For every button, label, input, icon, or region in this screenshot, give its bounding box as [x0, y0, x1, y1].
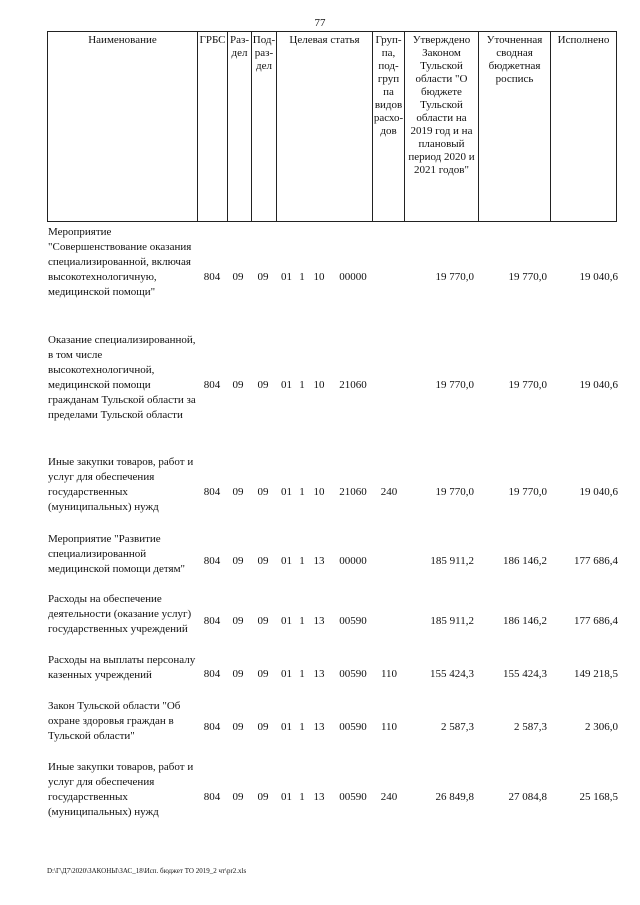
row-vr: 110	[380, 668, 398, 680]
row-razdel: 09	[232, 271, 244, 283]
row-razdel: 09	[232, 379, 244, 391]
row-name: Иные закупки товаров, работ и услуг для обеспечения государственных (муниципальных) нужд	[48, 761, 194, 818]
row-target-event: 10	[313, 271, 325, 283]
row-name: Иные закупки товаров, работ и услуг для обеспечения государственных (муниципальных) нужд	[48, 456, 194, 513]
header-name: Наименование	[47, 31, 197, 222]
row-target-type: 1	[299, 721, 305, 733]
row-name: Мероприятие "Развитие специализированной медицинской помощи детям"	[48, 533, 186, 575]
row-refined: 19 770,0	[508, 486, 547, 498]
row-name: Расходы на обеспечение деятельности (оказание услуг) государственных учреждений	[48, 593, 192, 635]
row-razdel: 09	[232, 721, 244, 733]
row-target-event: 13	[313, 615, 325, 627]
row-target-code: 00590	[339, 721, 367, 733]
row-target-program: 01	[281, 668, 292, 680]
row-grbs: 804	[203, 486, 221, 498]
row-target-type: 1	[299, 555, 305, 567]
row-podrazdel: 09	[257, 615, 269, 627]
row-podrazdel: 09	[257, 271, 269, 283]
row-grbs: 804	[203, 791, 221, 803]
row-executed: 25 168,5	[579, 791, 618, 803]
row-target-type: 1	[299, 486, 305, 498]
row-target-program: 01	[281, 791, 292, 803]
row-refined: 155 424,3	[503, 668, 547, 680]
row-approved: 26 849,8	[435, 791, 474, 803]
row-podrazdel: 09	[257, 721, 269, 733]
row-executed: 19 040,6	[579, 379, 618, 391]
row-executed: 177 686,4	[574, 615, 618, 627]
header-approved: Утверждено Законом Тульской области "О бюджете Тульской области на 2019 год и на плановый период 2020 и 2021 годов"	[404, 31, 478, 222]
row-target-program: 01	[281, 615, 292, 627]
row-target-type: 1	[299, 271, 305, 283]
row-target-code: 21060	[339, 486, 367, 498]
row-grbs: 804	[203, 615, 221, 627]
row-refined: 19 770,0	[508, 271, 547, 283]
row-podrazdel: 09	[257, 379, 269, 391]
row-name: Расходы на выплаты персоналу казенных учреждений	[48, 654, 196, 681]
footer-file-path: D:\Г\Д7\2020\ЗАКОНЫ\ЗАС_18\Исп. бюджет ТО 2019_2 чт\pr2.xls	[47, 867, 247, 875]
row-target-program: 01	[281, 271, 292, 283]
row-grbs: 804	[203, 721, 221, 733]
row-target-code: 00000	[339, 271, 367, 283]
row-target-program: 01	[281, 379, 292, 391]
row-approved: 19 770,0	[435, 486, 474, 498]
row-target-event: 13	[313, 721, 325, 733]
row-approved: 19 770,0	[435, 271, 474, 283]
row-target-type: 1	[299, 791, 305, 803]
row-executed: 177 686,4	[574, 555, 618, 567]
row-target-type: 1	[299, 379, 305, 391]
row-target-event: 10	[313, 379, 325, 391]
row-razdel: 09	[232, 486, 244, 498]
row-refined: 27 084,8	[508, 791, 547, 803]
row-target-code: 00000	[339, 555, 367, 567]
row-refined: 19 770,0	[508, 379, 547, 391]
row-approved: 155 424,3	[430, 668, 474, 680]
page-number: 77	[314, 17, 326, 29]
row-target-program: 01	[281, 486, 292, 498]
row-target-event: 13	[313, 555, 325, 567]
row-razdel: 09	[232, 615, 244, 627]
row-grbs: 804	[203, 379, 221, 391]
row-target-program: 01	[281, 555, 292, 567]
row-name: Оказание специализированной, в том числе высокотехнологичной, медицинской помощи гражданам Тульской области за пределами Тульской области	[48, 334, 196, 421]
row-target-event: 10	[313, 486, 325, 498]
row-executed: 19 040,6	[579, 271, 618, 283]
row-target-code: 00590	[339, 615, 367, 627]
row-grbs: 804	[203, 668, 221, 680]
row-vr: 240	[380, 791, 398, 803]
row-refined: 2 587,3	[514, 721, 547, 733]
row-target-event: 13	[313, 791, 325, 803]
row-refined: 186 146,2	[503, 555, 547, 567]
row-target-type: 1	[299, 668, 305, 680]
row-name: Закон Тульской области "Об охране здоровья граждан в Тульской области"	[48, 700, 181, 742]
row-approved: 2 587,3	[441, 721, 474, 733]
header-podrazdel: Под-раз-дел	[251, 31, 276, 222]
row-podrazdel: 09	[257, 668, 269, 680]
row-target-code: 00590	[339, 791, 367, 803]
header-razdel: Раз-дел	[227, 31, 251, 222]
row-target-type: 1	[299, 615, 305, 627]
row-podrazdel: 09	[257, 555, 269, 567]
row-target-event: 13	[313, 668, 325, 680]
row-executed: 149 218,5	[574, 668, 618, 680]
header-vr: Груп-па, под-груп па видов расхо-дов	[372, 31, 404, 222]
row-vr: 110	[380, 721, 398, 733]
row-approved: 185 911,2	[430, 555, 474, 567]
row-podrazdel: 09	[257, 486, 269, 498]
row-vr: 240	[380, 486, 398, 498]
row-grbs: 804	[203, 271, 221, 283]
row-executed: 2 306,0	[585, 721, 618, 733]
row-razdel: 09	[232, 791, 244, 803]
row-target-program: 01	[281, 721, 292, 733]
row-refined: 186 146,2	[503, 615, 547, 627]
row-executed: 19 040,6	[579, 486, 618, 498]
row-razdel: 09	[232, 668, 244, 680]
row-target-code: 00590	[339, 668, 367, 680]
row-target-code: 21060	[339, 379, 367, 391]
header-executed: Исполнено	[550, 31, 617, 222]
row-podrazdel: 09	[257, 791, 269, 803]
row-approved: 185 911,2	[430, 615, 474, 627]
header-grbs: ГРБС	[197, 31, 227, 222]
row-razdel: 09	[232, 555, 244, 567]
header-refined: Уточненная сводная бюджетная роспись	[478, 31, 550, 222]
table-header	[47, 31, 617, 222]
row-grbs: 804	[203, 555, 221, 567]
row-name: Мероприятие "Совершенствование оказания специализированной, включая высокотехнологичную, медицинской помощи"	[48, 226, 192, 298]
row-approved: 19 770,0	[435, 379, 474, 391]
header-target: Целевая статья	[276, 31, 372, 222]
